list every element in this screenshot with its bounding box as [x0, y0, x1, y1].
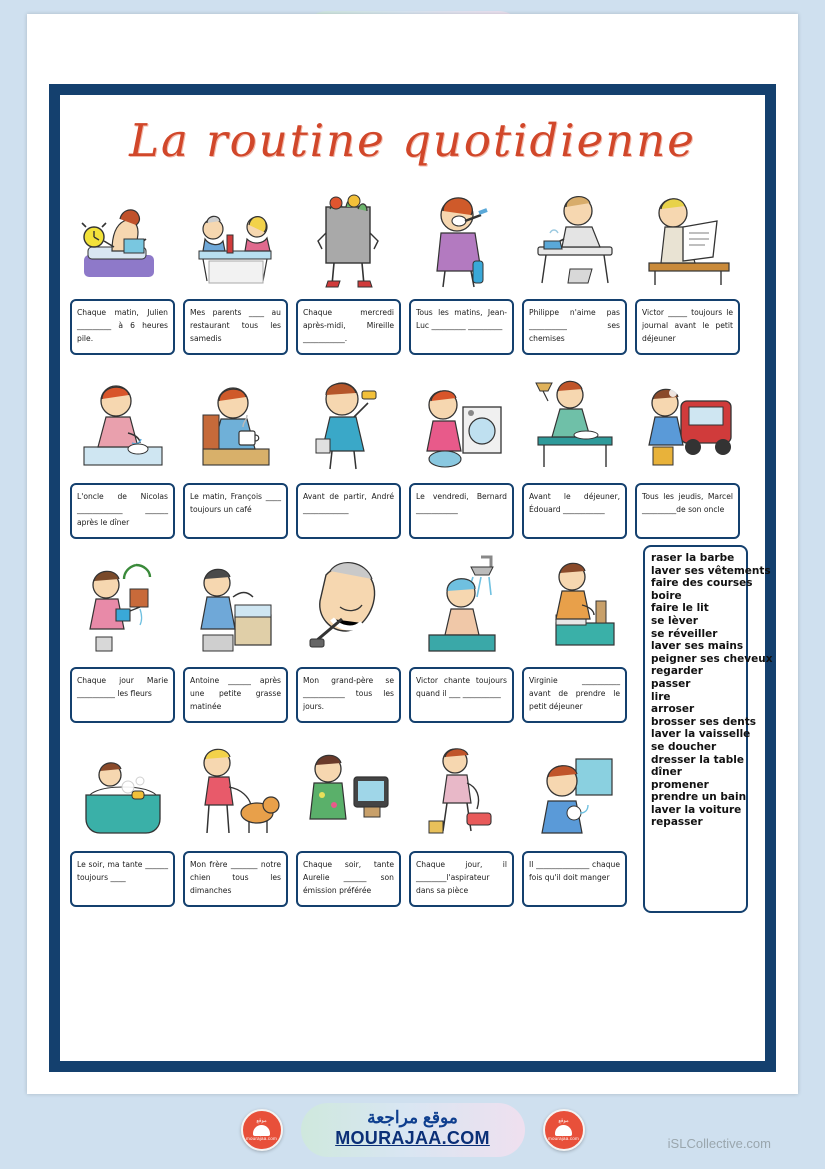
- row-1-prompts: [70, 299, 755, 355]
- illustration-washing-hands: [70, 361, 175, 479]
- prompt-3-2[interactable]: Antoine ______ après une petite grasse matinée: [183, 667, 288, 723]
- illustration-making-bed: [522, 545, 627, 663]
- prompt-2-6[interactable]: Tous les jeudis, Marcel _________de son oncle: [635, 483, 740, 539]
- word-bank-item[interactable]: boire: [651, 589, 682, 602]
- row-1-images: [70, 177, 755, 295]
- illustration-vacuuming: [409, 729, 514, 847]
- word-bank-item[interactable]: passer: [651, 677, 691, 690]
- illustration-doing-laundry: [409, 361, 514, 479]
- illustration-dining-restaurant: [183, 177, 288, 295]
- word-bank-item[interactable]: lire: [651, 690, 671, 703]
- word-bank-item[interactable]: dîner: [651, 766, 682, 779]
- mourajaa-badge-right: [543, 1109, 585, 1151]
- worksheet-frame: [49, 84, 776, 1072]
- illustration-washing-car: [635, 361, 740, 479]
- word-bank-item[interactable]: laver la vaisselle: [651, 728, 751, 741]
- illustration-walking-dog: [183, 729, 288, 847]
- prompt-4-1[interactable]: Le soir, ma tante ______ toujours ____: [70, 851, 175, 907]
- illustration-washing-hands-towel: [522, 729, 627, 847]
- badge-arabic-label: موقع: [558, 1117, 569, 1124]
- row-3-prompts: [70, 667, 635, 723]
- illustration-setting-table: [522, 361, 627, 479]
- word-bank-item[interactable]: dresser la table: [651, 753, 744, 766]
- word-bank-item[interactable]: peigner ses cheveux: [651, 652, 773, 665]
- illustration-brushing-teeth: [409, 177, 514, 295]
- prompt-1-6[interactable]: Victor _____ toujours le journal avant le petit déjeuner: [635, 299, 740, 355]
- prompt-2-1[interactable]: L'oncle de Nicolas ____________ ______ après le dîner: [70, 483, 175, 539]
- badge-arabic-label: موقع: [256, 1117, 267, 1124]
- illustration-napping: [183, 545, 288, 663]
- prompt-1-3[interactable]: Chaque mercredi après-midi, Mireille ___________.: [296, 299, 401, 355]
- badge-latin-label: mourajaa.com: [548, 1135, 579, 1141]
- illustration-watering-plants: [70, 545, 175, 663]
- site-credit: iSLCollective.com: [667, 1136, 771, 1151]
- prompt-4-4[interactable]: Chaque jour, il ________l'aspirateur dans sa pièce: [409, 851, 514, 907]
- prompt-4-3[interactable]: Chaque soir, tante Aurelie ______ son émission préférée: [296, 851, 401, 907]
- word-bank-item[interactable]: faire le lit: [651, 602, 709, 615]
- exercise-row-3: [70, 545, 635, 723]
- illustration-taking-bath: [70, 729, 175, 847]
- prompt-2-5[interactable]: Avant le déjeuner, Édouard ___________: [522, 483, 627, 539]
- mosque-dome-icon: [253, 1125, 270, 1136]
- illustration-carrying-groceries: [296, 177, 401, 295]
- watermark-arabic-bottom: موقع مراجعة: [367, 1108, 458, 1128]
- row-4-prompts: [70, 851, 635, 907]
- exercise-row-1: [70, 177, 755, 355]
- row-4-images: [70, 729, 635, 847]
- page-title: La routine quotidienne: [129, 113, 696, 167]
- illustration-taking-shower: [409, 545, 514, 663]
- mourajaa-badge-left: [241, 1109, 283, 1151]
- worksheet-sheet: [27, 14, 798, 1094]
- watermark-pill-bottom: [301, 1103, 525, 1156]
- lower-exercise-rows: [70, 545, 635, 913]
- prompt-1-4[interactable]: Tous les matins, Jean-Luc _________ _________: [409, 299, 514, 355]
- prompt-3-3[interactable]: Mon grand-père se ___________ tous les jours.: [296, 667, 401, 723]
- word-bank-item[interactable]: se lèver: [651, 614, 698, 627]
- prompt-1-1[interactable]: Chaque matin, Julien _________ à 6 heures pile.: [70, 299, 175, 355]
- prompt-2-2[interactable]: Le matin, François ____ toujours un café: [183, 483, 288, 539]
- prompt-1-2[interactable]: Mes parents ____ au restaurant tous les samedis: [183, 299, 288, 355]
- illustration-shaving: [296, 545, 401, 663]
- word-bank-item[interactable]: regarder: [651, 665, 703, 678]
- word-bank-item[interactable]: laver ses mains: [651, 640, 744, 653]
- prompt-4-5[interactable]: Il ______________ chaque fois qu'il doit manger: [522, 851, 627, 907]
- illustration-reading-newspaper: [635, 177, 740, 295]
- illustration-ironing-shirt: [522, 177, 627, 295]
- watermark-latin-bottom: MOURAJAA.COM: [335, 1127, 490, 1148]
- row-2-images: [70, 361, 755, 479]
- word-bank-item[interactable]: laver la voiture: [651, 803, 742, 816]
- word-bank-item[interactable]: prendre un bain: [651, 791, 747, 804]
- row-2-prompts: [70, 483, 755, 539]
- prompt-2-3[interactable]: Avant de partir, André ____________: [296, 483, 401, 539]
- lower-section: [70, 545, 773, 913]
- illustration-combing-hair: [296, 361, 401, 479]
- exercise-row-4: [70, 729, 635, 907]
- word-bank-item[interactable]: promener: [651, 778, 709, 791]
- illustration-drinking-coffee: [183, 361, 288, 479]
- illustration-watching-tv: [296, 729, 401, 847]
- exercise-row-2: [70, 361, 755, 539]
- worksheet-content: [58, 93, 773, 1063]
- word-bank-item[interactable]: se réveiller: [651, 627, 718, 640]
- prompt-3-5[interactable]: Virginie __________ avant de prendre le petit déjeuner: [522, 667, 627, 723]
- prompt-3-4[interactable]: Victor chante toujours quand il ___ __________: [409, 667, 514, 723]
- badge-latin-label: mourajaa.com: [246, 1135, 277, 1141]
- prompt-3-1[interactable]: Chaque jour Marie __________ les fleurs: [70, 667, 175, 723]
- word-bank-item[interactable]: raser la barbe: [651, 552, 735, 564]
- prompt-1-5[interactable]: Philippe n'aime pas __________ ses chemises: [522, 299, 627, 355]
- word-bank-item[interactable]: se doucher: [651, 740, 717, 753]
- word-bank-item[interactable]: brosser ses dents: [651, 715, 757, 728]
- word-bank: [643, 545, 773, 913]
- word-bank-item[interactable]: arroser: [651, 703, 695, 716]
- word-bank-item[interactable]: repasser: [651, 816, 703, 829]
- word-bank-item[interactable]: faire des courses: [651, 577, 753, 590]
- prompt-4-2[interactable]: Mon frère _______ notre chien tous les dimanches: [183, 851, 288, 907]
- illustration-waking-up: [70, 177, 175, 295]
- word-bank-item[interactable]: laver ses vêtements: [651, 564, 771, 577]
- watermark-bottom: [0, 1099, 825, 1161]
- prompt-2-4[interactable]: Le vendredi, Bernard ___________: [409, 483, 514, 539]
- row-3-images: [70, 545, 635, 663]
- worksheet-title-box: [70, 103, 755, 177]
- mosque-dome-icon: [555, 1125, 572, 1136]
